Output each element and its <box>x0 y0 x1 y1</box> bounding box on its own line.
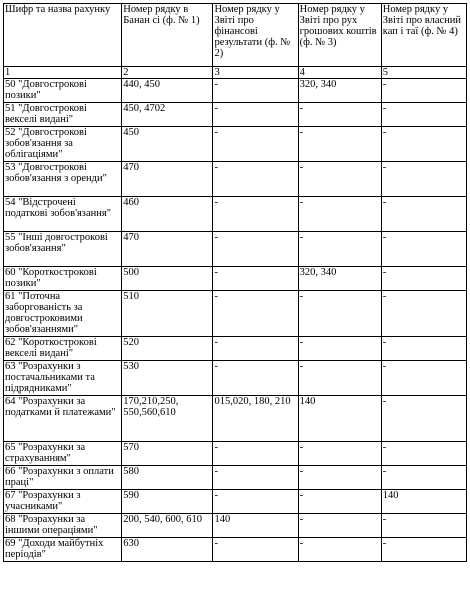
balance-line-cell: 520 <box>122 337 213 361</box>
cashflow-line-cell: - <box>298 197 381 232</box>
income-line-cell: 140 <box>213 514 298 538</box>
balance-line-cell: 530 <box>122 361 213 396</box>
equity-line-cell: - <box>381 466 466 490</box>
table-row <box>4 538 467 562</box>
header-equity-line: Номер рядку у Звіті про власний кап і таї (ф. № 4) <box>381 4 466 67</box>
header-balance-line: Номер рядку в Банан сі (ф. № 1) <box>122 4 213 67</box>
equity-line-cell: - <box>381 337 466 361</box>
table-row <box>4 361 467 396</box>
cashflow-line-cell: 140 <box>298 396 381 442</box>
income-line-cell: - <box>213 442 298 466</box>
income-line-cell: - <box>213 361 298 396</box>
header-income-statement-line: Номер рядку у Звіті про фінансові результати (ф. № 2) <box>213 4 298 67</box>
table-row <box>4 127 467 162</box>
cashflow-line-cell: - <box>298 162 381 197</box>
column-number: 5 <box>381 67 466 79</box>
cashflow-line-cell: - <box>298 232 381 267</box>
income-line-cell: - <box>213 197 298 232</box>
column-number: 3 <box>213 67 298 79</box>
account-name-cell: 50 "Довгострокові позики" <box>4 79 122 103</box>
account-name-cell: 52 "Довгострокові зобов'язання за облігаціями" <box>4 127 122 162</box>
cashflow-line-cell: - <box>298 538 381 562</box>
table-row <box>4 442 467 466</box>
equity-line-cell: - <box>381 442 466 466</box>
equity-line-cell: - <box>381 197 466 232</box>
balance-line-cell: 510 <box>122 291 213 337</box>
income-line-cell: - <box>213 103 298 127</box>
cashflow-line-cell: - <box>298 127 381 162</box>
balance-line-cell: 580 <box>122 466 213 490</box>
account-name-cell: 54 "Відстрочені податкові зобов'язання" <box>4 197 122 232</box>
header-cash-flow-line: Номер рядку у Звіті про рух грошових коштів (ф. № 3) <box>298 4 381 67</box>
account-name-cell: 62 "Короткострокові векселі видані" <box>4 337 122 361</box>
equity-line-cell: 140 <box>381 490 466 514</box>
cashflow-line-cell: - <box>298 291 381 337</box>
income-line-cell: - <box>213 79 298 103</box>
balance-line-cell: 170,210,250, 550,560,610 <box>122 396 213 442</box>
income-line-cell: - <box>213 127 298 162</box>
account-name-cell: 65 "Розрахунки за страхуванням" <box>4 442 122 466</box>
account-name-cell: 60 "Короткострокові позики" <box>4 267 122 291</box>
account-name-cell: 63 "Розрахунки з постачальниками та підрядниками" <box>4 361 122 396</box>
account-name-cell: 51 "Довгострокові векселі видані" <box>4 103 122 127</box>
equity-line-cell: - <box>381 538 466 562</box>
table-row <box>4 466 467 490</box>
balance-line-cell: 470 <box>122 162 213 197</box>
income-line-cell: - <box>213 267 298 291</box>
equity-line-cell: - <box>381 79 466 103</box>
income-line-cell: - <box>213 490 298 514</box>
table-row <box>4 103 467 127</box>
table-row <box>4 291 467 337</box>
income-line-cell: - <box>213 232 298 267</box>
accounts-table <box>3 3 467 562</box>
balance-line-cell: 630 <box>122 538 213 562</box>
account-name-cell: 69 "Доходи майбутніх періодів" <box>4 538 122 562</box>
equity-line-cell: - <box>381 127 466 162</box>
cashflow-line-cell: - <box>298 466 381 490</box>
account-name-cell: 61 "Поточна заборгованість за довгостроковими зобов'язаннями" <box>4 291 122 337</box>
header-account-code: Шифр та назва рахунку <box>4 4 122 67</box>
column-number-row <box>4 67 467 79</box>
cashflow-line-cell: - <box>298 103 381 127</box>
equity-line-cell: - <box>381 103 466 127</box>
column-number: 2 <box>122 67 213 79</box>
table-row <box>4 396 467 442</box>
balance-line-cell: 460 <box>122 197 213 232</box>
cashflow-line-cell: - <box>298 490 381 514</box>
equity-line-cell: - <box>381 396 466 442</box>
balance-line-cell: 590 <box>122 490 213 514</box>
cashflow-line-cell: 320, 340 <box>298 267 381 291</box>
account-name-cell: 68 "Розрахунки за іншими операціями" <box>4 514 122 538</box>
income-line-cell: - <box>213 291 298 337</box>
equity-line-cell: - <box>381 514 466 538</box>
table-row <box>4 79 467 103</box>
equity-line-cell: - <box>381 361 466 396</box>
balance-line-cell: 500 <box>122 267 213 291</box>
equity-line-cell: - <box>381 232 466 267</box>
balance-line-cell: 450, 4702 <box>122 103 213 127</box>
balance-line-cell: 440, 450 <box>122 79 213 103</box>
account-name-cell: 67 "Розрахунки з учасниками" <box>4 490 122 514</box>
income-line-cell: 015,020, 180, 210 <box>213 396 298 442</box>
account-name-cell: 66 "Розрахунки з оплати праці" <box>4 466 122 490</box>
balance-line-cell: 570 <box>122 442 213 466</box>
account-name-cell: 64 "Розрахунки за податками й платежами" <box>4 396 122 442</box>
equity-line-cell: - <box>381 162 466 197</box>
income-line-cell: - <box>213 466 298 490</box>
income-line-cell: - <box>213 538 298 562</box>
equity-line-cell: - <box>381 291 466 337</box>
income-line-cell: - <box>213 162 298 197</box>
balance-line-cell: 200, 540, 600, 610 <box>122 514 213 538</box>
balance-line-cell: 450 <box>122 127 213 162</box>
equity-line-cell: - <box>381 267 466 291</box>
balance-line-cell: 470 <box>122 232 213 267</box>
cashflow-line-cell: - <box>298 337 381 361</box>
table-row <box>4 162 467 197</box>
table-row <box>4 490 467 514</box>
account-name-cell: 53 "Довгострокові зобов'язання з оренди" <box>4 162 122 197</box>
table-row <box>4 267 467 291</box>
table-row <box>4 232 467 267</box>
cashflow-line-cell: - <box>298 514 381 538</box>
column-number: 1 <box>4 67 122 79</box>
table-row <box>4 514 467 538</box>
account-name-cell: 55 "Інші довгострокові зобов'язання" <box>4 232 122 267</box>
income-line-cell: - <box>213 337 298 361</box>
table-row <box>4 337 467 361</box>
cashflow-line-cell: - <box>298 361 381 396</box>
table-row <box>4 197 467 232</box>
column-number: 4 <box>298 67 381 79</box>
cashflow-line-cell: 320, 340 <box>298 79 381 103</box>
table-header-row <box>4 4 467 67</box>
cashflow-line-cell: - <box>298 442 381 466</box>
